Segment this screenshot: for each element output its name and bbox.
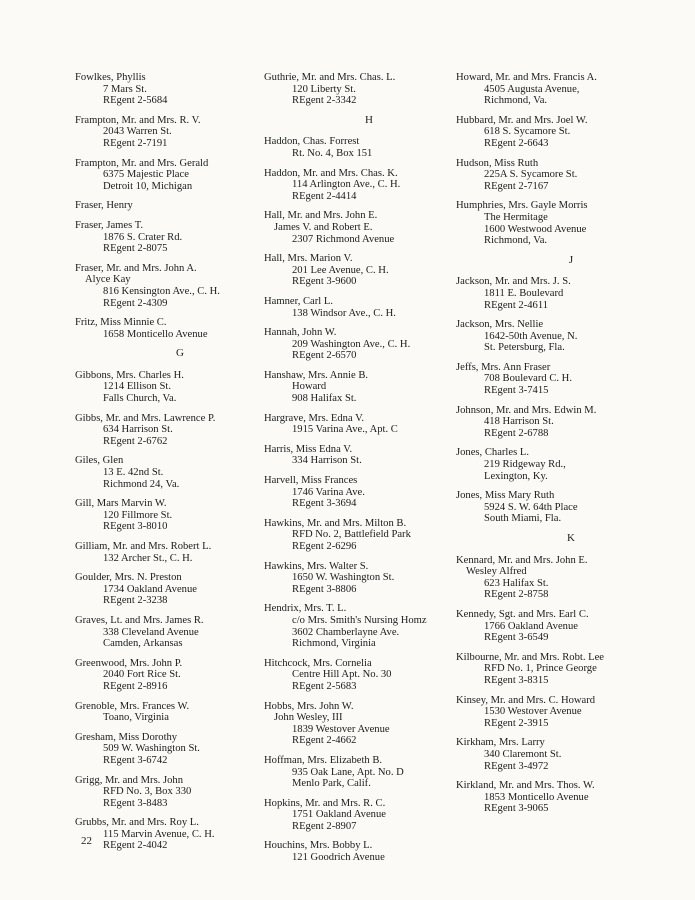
entry-detail: REgent 3-7415 (484, 385, 549, 397)
directory-entry (264, 327, 474, 362)
entry-detail: 338 Cleveland Avenue (103, 626, 199, 638)
directory-entry (75, 413, 285, 448)
entry-detail: 1600 Westwood Avenue (484, 223, 587, 235)
entry-detail: 418 Harrison St. (484, 416, 554, 428)
entry-name: Hannah, John W. (264, 327, 337, 339)
entry-name: Fraser, James T. (75, 219, 144, 231)
directory-entry (75, 72, 285, 107)
entry-detail: 908 Halifax St. (292, 393, 357, 405)
entry-detail: REgent 2-6788 (484, 427, 549, 439)
entry-detail: REgent 3-8315 (484, 674, 549, 686)
entry-detail: 1811 E. Boulevard (484, 287, 564, 299)
entry-detail: 1853 Monticello Avenue (484, 791, 589, 803)
entry-detail: 4505 Augusta Avenue, (484, 83, 580, 95)
entry-detail: 219 Ridgeway Rd., (484, 459, 566, 471)
entry-detail: 1530 Westover Avenue (484, 706, 582, 718)
directory-entry (264, 475, 474, 510)
entry-name: Goulder, Mrs. N. Preston (75, 572, 182, 584)
entry-detail: 6375 Majestic Place (103, 169, 189, 181)
entry-detail: 1751 Oakland Avenue (292, 809, 386, 821)
entry-name: Fraser, Mr. and Mrs. John A. (75, 262, 197, 274)
entry-detail: 1766 Oakland Avenue (484, 620, 578, 632)
entry-name: Hudson, Miss Ruth (456, 157, 539, 169)
entry-name: Hoffman, Mrs. Elizabeth B. (264, 754, 383, 766)
entry-name: Gibbons, Mrs. Charles H. (75, 369, 184, 381)
entry-detail: Wesley Alfred (466, 566, 527, 578)
entry-detail: Detroit 10, Michigan (103, 180, 193, 192)
directory-entry (456, 158, 686, 193)
entry-detail: REgent 3-6549 (484, 632, 549, 644)
entry-detail: REgent 3-9600 (292, 276, 357, 288)
directory-entry (75, 498, 285, 533)
entry-detail: John Wesley, III (274, 712, 343, 724)
entry-name: Guthrie, Mr. and Mrs. Chas. L. (264, 72, 396, 83)
directory-entry (75, 158, 285, 193)
entry-detail: 138 Windsor Ave., C. H. (292, 307, 396, 319)
directory-entry (75, 572, 285, 607)
entry-name: Hobbs, Mrs. John W. (264, 700, 354, 712)
directory-entry (456, 115, 686, 150)
entry-name: Fraser, Henry (75, 200, 133, 212)
entry-name: Grubbs, Mr. and Mrs. Roy L. (75, 817, 199, 829)
entry-name: Gilliam, Mr. and Mrs. Robert L. (75, 541, 212, 552)
entry-name: Kirkland, Mr. and Mrs. Thos. W. (456, 780, 595, 792)
entry-name: Grigg, Mr. and Mrs. John (75, 774, 183, 786)
directory-entry (75, 817, 285, 852)
directory-entry (456, 780, 686, 815)
entry-detail: REgent 2-8916 (103, 680, 168, 692)
directory-entry (456, 555, 686, 601)
entry-name: Giles, Glen (75, 455, 124, 467)
entry-detail: 708 Boulevard C. H. (484, 373, 572, 385)
directory-entry (264, 561, 474, 596)
entry-detail: 225A S. Sycamore St. (484, 169, 578, 181)
directory-entry (75, 370, 285, 405)
entry-detail: REgent 3-3694 (292, 498, 357, 510)
directory-entry (75, 220, 285, 255)
directory-entry (456, 276, 686, 311)
entry-name: Hawkins, Mrs. Walter S. (264, 560, 369, 572)
entry-detail: St. Petersburg, Fla. (484, 342, 565, 354)
directory-entry (75, 615, 285, 650)
directory-entry (264, 296, 474, 319)
entry-detail: REgent 2-4042 (103, 840, 168, 852)
section-letter-heading: H (365, 113, 373, 126)
entry-detail: 816 Kensington Ave., C. H. (103, 285, 220, 297)
entry-detail: 935 Oak Lane, Apt. No. D (292, 766, 404, 778)
entry-detail: REgent 2-6296 (292, 541, 357, 552)
entry-detail: 2307 Richmond Avenue (292, 233, 395, 245)
entry-detail: 114 Arlington Ave., C. H. (292, 179, 401, 191)
entry-detail: Menlo Park, Calif. (292, 778, 371, 790)
entry-detail: 2040 Fort Rice St. (103, 669, 181, 681)
directory-entry (264, 253, 474, 288)
entry-name: Hopkins, Mr. and Mrs. R. C. (264, 797, 386, 809)
entry-detail: 7 Mars St. (103, 83, 147, 95)
entry-detail: 623 Halifax St. (484, 577, 549, 589)
directory-entry (264, 603, 474, 649)
entry-detail: 340 Claremont St. (484, 748, 562, 760)
entry-detail: Falls Church, Va. (103, 393, 177, 405)
directory-entry (456, 405, 686, 440)
entry-name: Graves, Lt. and Mrs. James R. (75, 614, 204, 626)
directory-entry (264, 444, 474, 467)
entry-name: Jeffs, Mrs. Ann Fraser (456, 361, 551, 373)
entry-detail: 209 Washington Ave., C. H. (292, 338, 411, 350)
entry-detail: 13 E. 42nd St. (103, 467, 164, 479)
entry-detail: 1839 Westover Avenue (292, 723, 390, 735)
entry-name: Hall, Mrs. Marion V. (264, 253, 353, 265)
directory-column-left (75, 72, 285, 860)
entry-detail: RFD No. 3, Box 330 (103, 786, 192, 798)
entry-name: Kennard, Mr. and Mrs. John E. (456, 554, 588, 566)
directory-entry (75, 775, 285, 810)
directory-entry (456, 200, 686, 246)
entry-name: Harvell, Miss Frances (264, 475, 358, 487)
entry-name: Fowlkes, Phyllis (75, 72, 146, 83)
entry-detail: Richmond 24, Va. (103, 478, 180, 490)
entry-detail: 3602 Chamberlayne Ave. (292, 626, 400, 638)
entry-detail: South Miami, Fla. (484, 513, 562, 525)
entry-detail: REgent 2-4662 (292, 735, 357, 747)
entry-detail: 115 Marvin Avenue, C. H. (103, 828, 215, 840)
entry-detail: The Hermitage (484, 211, 548, 223)
directory-entry (456, 319, 686, 354)
entry-detail: REgent 2-4309 (103, 297, 168, 309)
entry-detail: 1734 Oakland Avenue (103, 583, 197, 595)
directory-entry (75, 732, 285, 767)
directory-column-right (456, 72, 686, 823)
entry-detail: RFD No. 2, Battlefield Park (292, 529, 411, 541)
directory-entry (75, 317, 285, 340)
entry-name: Hendrix, Mrs. T. L. (264, 603, 347, 615)
entry-name: Humphries, Mrs. Gayle Morris (456, 200, 588, 212)
entry-name: Kirkham, Mrs. Larry (456, 737, 545, 749)
entry-name: Houchins, Mrs. Bobby L. (264, 840, 373, 852)
entry-detail: Camden, Arkansas (103, 638, 183, 650)
entry-detail: Richmond, Va. (484, 235, 548, 247)
entry-detail: REgent 3-9065 (484, 803, 549, 815)
entry-name: Hanshaw, Mrs. Annie B. (264, 369, 369, 381)
directory-entry (264, 658, 474, 693)
entry-detail: REgent 3-8806 (292, 583, 357, 595)
directory-entry (456, 490, 686, 525)
entry-detail: REgent 2-8907 (292, 820, 357, 832)
entry-detail: REgent 2-3342 (292, 95, 357, 107)
entry-name: Gresham, Miss Dorothy (75, 731, 178, 743)
entry-name: Jackson, Mr. and Mrs. J. S. (456, 276, 571, 288)
entry-detail: RFD No. 1, Prince George (484, 663, 597, 675)
directory-entry (456, 447, 686, 482)
entry-name: Hubbard, Mr. and Mrs. Joel W. (456, 114, 588, 126)
entry-name: Jones, Charles L. (456, 447, 529, 459)
entry-name: Harris, Miss Edna V. (264, 443, 353, 455)
page-number: 22 (81, 835, 92, 847)
entry-name: Greenwood, Mrs. John P. (75, 657, 183, 669)
entry-name: Fritz, Miss Minnie C. (75, 317, 167, 329)
entry-detail: c/o Mrs. Smith's Nursing Homz (292, 614, 427, 626)
entry-name: Gibbs, Mr. and Mrs. Lawrence P. (75, 412, 216, 424)
entry-detail: 1214 Ellison St. (103, 381, 171, 393)
entry-detail: Rt. No. 4, Box 151 (292, 147, 373, 159)
directory-entry (264, 518, 474, 553)
directory-entry (75, 263, 285, 309)
directory-entry (75, 701, 285, 724)
entry-detail: REgent 2-5683 (292, 680, 357, 692)
entry-detail: 1876 S. Crater Rd. (103, 231, 183, 243)
entry-detail: REgent 2-6570 (292, 350, 357, 362)
directory-entry (456, 737, 686, 772)
entry-name: Hawkins, Mr. and Mrs. Milton B. (264, 517, 407, 529)
entry-name: Frampton, Mr. and Mrs. Gerald (75, 157, 209, 169)
directory-entry (264, 210, 474, 245)
entry-detail: 509 W. Washington St. (103, 743, 200, 755)
directory-entry (264, 370, 474, 405)
entry-detail: 5924 S. W. 64th Place (484, 501, 578, 513)
entry-detail: Alyce Kay (85, 274, 131, 286)
entry-name: Grenoble, Mrs. Frances W. (75, 700, 190, 712)
entry-detail: REgent 2-8075 (103, 243, 168, 255)
entry-detail: 121 Goodrich Avenue (292, 852, 385, 864)
directory-entry (456, 362, 686, 397)
entry-name: Hamner, Carl L. (264, 295, 333, 307)
directory-entry (75, 115, 285, 150)
directory-entry (456, 72, 686, 107)
directory-entry (75, 200, 285, 212)
entry-name: Johnson, Mr. and Mrs. Edwin M. (456, 404, 597, 416)
entry-name: Haddon, Chas. Forrest (264, 136, 360, 148)
directory-entry (75, 541, 285, 564)
entry-detail: REgent 2-4611 (484, 299, 549, 311)
entry-name: Kilbourne, Mr. and Mrs. Robt. Lee (456, 651, 604, 663)
entry-detail: Centre Hill Apt. No. 30 (292, 669, 392, 681)
directory-entry (456, 652, 686, 687)
entry-detail: 2043 Warren St. (103, 126, 172, 138)
entry-name: Hargrave, Mrs. Edna V. (264, 412, 365, 424)
entry-detail: REgent 2-3238 (103, 595, 168, 607)
directory-column-middle (264, 72, 474, 872)
entry-detail: REgent 2-4414 (292, 190, 357, 202)
entry-detail: REgent 2-8758 (484, 589, 549, 601)
entry-detail: 120 Liberty St. (292, 83, 356, 95)
entry-detail: 1642-50th Avenue, N. (484, 330, 578, 342)
entry-detail: REgent 2-5684 (103, 95, 168, 107)
directory-entry (264, 136, 474, 159)
section-letter-heading: J (568, 253, 574, 266)
entry-detail: 618 S. Sycamore St. (484, 126, 571, 138)
entry-name: Hitchcock, Mrs. Cornelia (264, 657, 372, 669)
section-letter-heading: K (567, 532, 575, 544)
entry-detail: Toano, Virginia (103, 712, 169, 724)
entry-name: Kennedy, Sgt. and Mrs. Earl C. (456, 608, 589, 620)
entry-detail: Howard (292, 381, 327, 393)
entry-detail: Richmond, Virginia (292, 638, 376, 650)
entry-detail: REgent 3-4972 (484, 760, 549, 772)
directory-entry (264, 168, 474, 203)
directory-entry (75, 658, 285, 693)
entry-name: Jackson, Mrs. Nellie (456, 319, 544, 331)
directory-entry (264, 798, 474, 833)
entry-detail: REgent 2-3915 (484, 717, 549, 729)
entry-detail: REgent 3-8483 (103, 797, 168, 809)
entry-detail: 1650 W. Washington St. (292, 572, 395, 584)
entry-name: Frampton, Mr. and Mrs. R. V. (75, 114, 201, 126)
entry-name: Haddon, Mr. and Mrs. Chas. K. (264, 167, 398, 179)
entry-detail: 201 Lee Avenue, C. H. (292, 264, 389, 276)
entry-name: Kinsey, Mr. and Mrs. C. Howard (456, 694, 596, 706)
entry-detail: 634 Harrison St. (103, 424, 173, 436)
entry-detail: Richmond, Va. (484, 95, 548, 107)
directory-entry (75, 455, 285, 490)
entry-detail: 132 Archer St., C. H. (103, 552, 193, 564)
entry-name: Howard, Mr. and Mrs. Francis A. (456, 72, 597, 83)
entry-detail: REgent 2-6762 (103, 435, 168, 447)
entry-detail: REgent 3-6742 (103, 754, 168, 766)
entry-name: Hall, Mr. and Mrs. John E. (264, 210, 378, 222)
entry-name: Jones, Miss Mary Ruth (456, 490, 555, 502)
section-letter-heading: G (176, 347, 184, 360)
directory-entry (456, 695, 686, 730)
entry-detail: 120 Fillmore St. (103, 509, 173, 521)
directory-entry (456, 609, 686, 644)
entry-detail: REgent 2-6643 (484, 137, 549, 149)
directory-entry (264, 72, 474, 107)
entry-detail: 1658 Monticello Avenue (103, 328, 208, 340)
entry-detail: 334 Harrison St. (292, 455, 362, 467)
entry-name: Gill, Mars Marvin W. (75, 498, 167, 510)
directory-entry (264, 755, 474, 790)
entry-detail: 1746 Varina Ave. (292, 486, 365, 498)
directory-entry (264, 413, 474, 436)
directory-entry (264, 840, 474, 863)
entry-detail: James V. and Robert E. (274, 221, 373, 233)
entry-detail: REgent 2-7191 (103, 137, 168, 149)
entry-detail: REgent 3-8010 (103, 521, 168, 533)
entry-detail: 1915 Varina Ave., Apt. C (292, 424, 398, 436)
entry-detail: Lexington, Ky. (484, 470, 548, 482)
directory-entry (264, 701, 474, 747)
entry-detail: REgent 2-7167 (484, 180, 549, 192)
